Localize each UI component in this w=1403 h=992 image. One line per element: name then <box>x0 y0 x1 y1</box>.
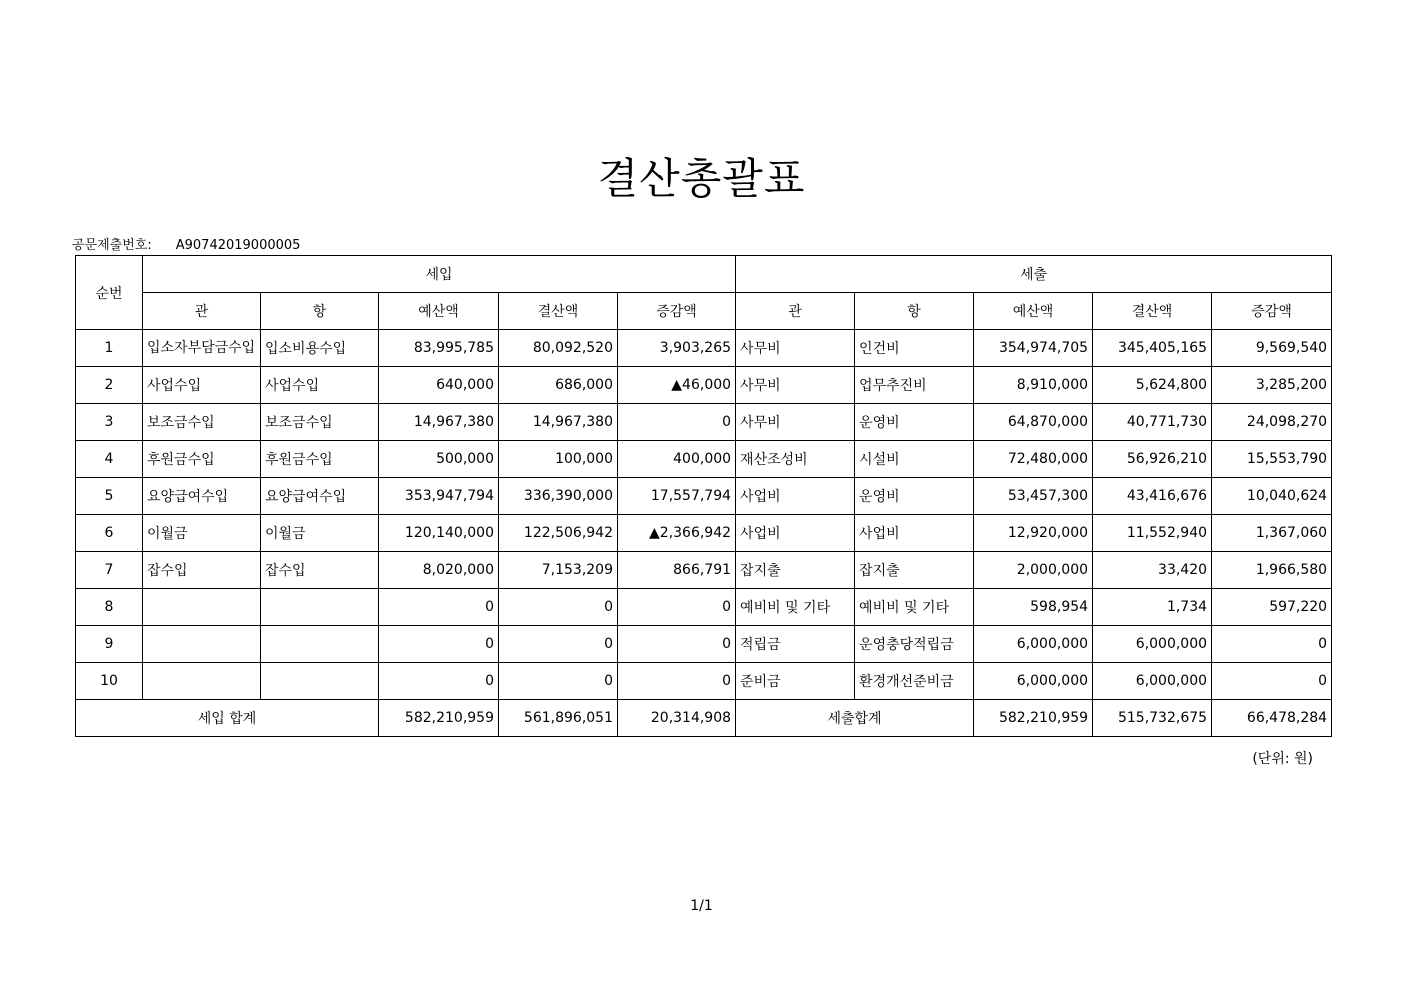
settlement-summary-table <box>75 255 1332 737</box>
expense-settle-cell: 345,405,165 <box>1093 330 1212 367</box>
income-diff-cell: 0 <box>618 626 736 663</box>
expense-total-budget: 582,210,959 <box>974 700 1093 737</box>
income-hang-cell: 후원금수입 <box>261 441 379 478</box>
expense-diff-header: 증감액 <box>1212 293 1332 330</box>
income-diff-cell: 866,791 <box>618 552 736 589</box>
expense-hang-cell: 운영충당적립금 <box>855 626 974 663</box>
expense-budget-cell: 12,920,000 <box>974 515 1093 552</box>
expense-diff-cell: 1,367,060 <box>1212 515 1332 552</box>
expense-gwan-cell: 사업비 <box>736 478 855 515</box>
income-diff-cell: 400,000 <box>618 441 736 478</box>
income-gwan-cell: 잡수입 <box>143 552 261 589</box>
income-budget-cell: 353,947,794 <box>379 478 499 515</box>
expense-budget-cell: 64,870,000 <box>974 404 1093 441</box>
income-budget-cell: 500,000 <box>379 441 499 478</box>
header-row-columns <box>76 293 1332 330</box>
expense-gwan-cell: 사무비 <box>736 404 855 441</box>
row-seq-cell: 6 <box>76 515 143 552</box>
income-hang-cell: 요양급여수입 <box>261 478 379 515</box>
expense-gwan-cell: 예비비 및 기타 <box>736 589 855 626</box>
row-seq-cell: 4 <box>76 441 143 478</box>
expense-diff-cell: 0 <box>1212 663 1332 700</box>
income-diff-cell: ▲46,000 <box>618 367 736 404</box>
income-gwan-header: 관 <box>143 293 261 330</box>
table-row <box>76 330 1332 367</box>
income-settle-cell: 100,000 <box>499 441 618 478</box>
income-budget-cell: 0 <box>379 663 499 700</box>
document-number-value: A90742019000005 <box>175 238 301 253</box>
income-gwan-cell <box>143 626 261 663</box>
expense-budget-cell: 53,457,300 <box>974 478 1093 515</box>
row-seq-cell: 8 <box>76 589 143 626</box>
expense-total-diff: 66,478,284 <box>1212 700 1332 737</box>
expense-hang-cell: 시설비 <box>855 441 974 478</box>
income-settle-cell: 0 <box>499 626 618 663</box>
document-number-label: 공문제출번호: <box>72 238 152 253</box>
row-seq-cell: 5 <box>76 478 143 515</box>
expense-settle-cell: 11,552,940 <box>1093 515 1212 552</box>
seq-header: 순번 <box>76 256 143 330</box>
income-settle-cell: 0 <box>499 663 618 700</box>
income-gwan-cell: 사업수입 <box>143 367 261 404</box>
header-row-group <box>76 256 1332 293</box>
expense-diff-cell: 3,285,200 <box>1212 367 1332 404</box>
income-budget-cell: 120,140,000 <box>379 515 499 552</box>
expense-budget-cell: 8,910,000 <box>974 367 1093 404</box>
expense-gwan-cell: 적립금 <box>736 626 855 663</box>
income-hang-cell: 입소비용수입 <box>261 330 379 367</box>
expense-gwan-cell: 사무비 <box>736 367 855 404</box>
unit-note: (단위: 원) <box>1252 751 1313 767</box>
table-row <box>76 626 1332 663</box>
expense-budget-header: 예산액 <box>974 293 1093 330</box>
expense-hang-cell: 인건비 <box>855 330 974 367</box>
income-diff-cell: 0 <box>618 589 736 626</box>
expense-hang-cell: 운영비 <box>855 478 974 515</box>
income-total-budget: 582,210,959 <box>379 700 499 737</box>
row-seq-cell: 1 <box>76 330 143 367</box>
expense-hang-cell: 잡지출 <box>855 552 974 589</box>
income-budget-cell: 640,000 <box>379 367 499 404</box>
income-settle-cell: 14,967,380 <box>499 404 618 441</box>
income-hang-cell <box>261 663 379 700</box>
totals-row <box>76 700 1332 737</box>
document-number <box>72 234 300 253</box>
income-diff-cell: 0 <box>618 404 736 441</box>
income-group-header: 세입 <box>143 256 736 293</box>
expense-group-header: 세출 <box>736 256 1332 293</box>
expense-diff-cell: 24,098,270 <box>1212 404 1332 441</box>
income-settle-cell: 0 <box>499 589 618 626</box>
income-total-diff: 20,314,908 <box>618 700 736 737</box>
expense-diff-cell: 0 <box>1212 626 1332 663</box>
income-diff-cell: 3,903,265 <box>618 330 736 367</box>
income-gwan-cell: 입소자부담금수입 <box>143 330 261 367</box>
expense-settle-cell: 6,000,000 <box>1093 663 1212 700</box>
row-seq-cell: 9 <box>76 626 143 663</box>
expense-settle-cell: 33,420 <box>1093 552 1212 589</box>
income-total-label: 세입 합계 <box>76 700 379 737</box>
income-budget-cell: 83,995,785 <box>379 330 499 367</box>
expense-hang-cell: 예비비 및 기타 <box>855 589 974 626</box>
expense-diff-cell: 597,220 <box>1212 589 1332 626</box>
income-gwan-cell <box>143 589 261 626</box>
expense-gwan-cell: 사무비 <box>736 330 855 367</box>
table-row <box>76 552 1332 589</box>
income-budget-cell: 14,967,380 <box>379 404 499 441</box>
income-gwan-cell: 후원금수입 <box>143 441 261 478</box>
expense-diff-cell: 9,569,540 <box>1212 330 1332 367</box>
page-title: 결산총괄표 <box>597 154 806 203</box>
income-settle-cell: 7,153,209 <box>499 552 618 589</box>
table-row <box>76 404 1332 441</box>
income-gwan-cell: 요양급여수입 <box>143 478 261 515</box>
income-hang-cell: 잡수입 <box>261 552 379 589</box>
table-row <box>76 478 1332 515</box>
expense-hang-cell: 업무추진비 <box>855 367 974 404</box>
income-hang-header: 항 <box>261 293 379 330</box>
expense-hang-cell: 사업비 <box>855 515 974 552</box>
expense-gwan-cell: 재산조성비 <box>736 441 855 478</box>
expense-diff-cell: 1,966,580 <box>1212 552 1332 589</box>
income-total-settle: 561,896,051 <box>499 700 618 737</box>
table-row <box>76 589 1332 626</box>
expense-settle-cell: 6,000,000 <box>1093 626 1212 663</box>
income-diff-cell: 17,557,794 <box>618 478 736 515</box>
expense-budget-cell: 354,974,705 <box>974 330 1093 367</box>
expense-budget-cell: 6,000,000 <box>974 626 1093 663</box>
expense-settle-cell: 1,734 <box>1093 589 1212 626</box>
table-row <box>76 663 1332 700</box>
expense-total-settle: 515,732,675 <box>1093 700 1212 737</box>
income-hang-cell: 보조금수입 <box>261 404 379 441</box>
expense-gwan-cell: 준비금 <box>736 663 855 700</box>
expense-settle-cell: 40,771,730 <box>1093 404 1212 441</box>
income-budget-cell: 0 <box>379 589 499 626</box>
expense-diff-cell: 15,553,790 <box>1212 441 1332 478</box>
income-diff-cell: ▲2,366,942 <box>618 515 736 552</box>
income-hang-cell: 이월금 <box>261 515 379 552</box>
row-seq-cell: 3 <box>76 404 143 441</box>
income-gwan-cell <box>143 663 261 700</box>
row-seq-cell: 7 <box>76 552 143 589</box>
income-diff-header: 증감액 <box>618 293 736 330</box>
row-seq-cell: 10 <box>76 663 143 700</box>
row-seq-cell: 2 <box>76 367 143 404</box>
income-gwan-cell: 이월금 <box>143 515 261 552</box>
income-budget-cell: 0 <box>379 626 499 663</box>
table-row <box>76 367 1332 404</box>
table-row <box>76 515 1332 552</box>
expense-settle-cell: 56,926,210 <box>1093 441 1212 478</box>
income-gwan-cell: 보조금수입 <box>143 404 261 441</box>
expense-gwan-header: 관 <box>736 293 855 330</box>
income-settle-header: 결산액 <box>499 293 618 330</box>
income-settle-cell: 686,000 <box>499 367 618 404</box>
income-settle-cell: 80,092,520 <box>499 330 618 367</box>
expense-settle-cell: 5,624,800 <box>1093 367 1212 404</box>
expense-hang-cell: 운영비 <box>855 404 974 441</box>
expense-hang-cell: 환경개선준비금 <box>855 663 974 700</box>
expense-settle-header: 결산액 <box>1093 293 1212 330</box>
income-hang-cell <box>261 589 379 626</box>
income-budget-header: 예산액 <box>379 293 499 330</box>
income-settle-cell: 336,390,000 <box>499 478 618 515</box>
expense-gwan-cell: 잡지출 <box>736 552 855 589</box>
income-hang-cell <box>261 626 379 663</box>
table-row <box>76 441 1332 478</box>
expense-total-label: 세출합계 <box>736 700 974 737</box>
expense-budget-cell: 598,954 <box>974 589 1093 626</box>
expense-diff-cell: 10,040,624 <box>1212 478 1332 515</box>
expense-budget-cell: 2,000,000 <box>974 552 1093 589</box>
expense-budget-cell: 72,480,000 <box>974 441 1093 478</box>
expense-hang-header: 항 <box>855 293 974 330</box>
income-diff-cell: 0 <box>618 663 736 700</box>
income-settle-cell: 122,506,942 <box>499 515 618 552</box>
page-number: 1/1 <box>690 898 713 914</box>
expense-gwan-cell: 사업비 <box>736 515 855 552</box>
income-budget-cell: 8,020,000 <box>379 552 499 589</box>
expense-settle-cell: 43,416,676 <box>1093 478 1212 515</box>
expense-budget-cell: 6,000,000 <box>974 663 1093 700</box>
income-hang-cell: 사업수입 <box>261 367 379 404</box>
